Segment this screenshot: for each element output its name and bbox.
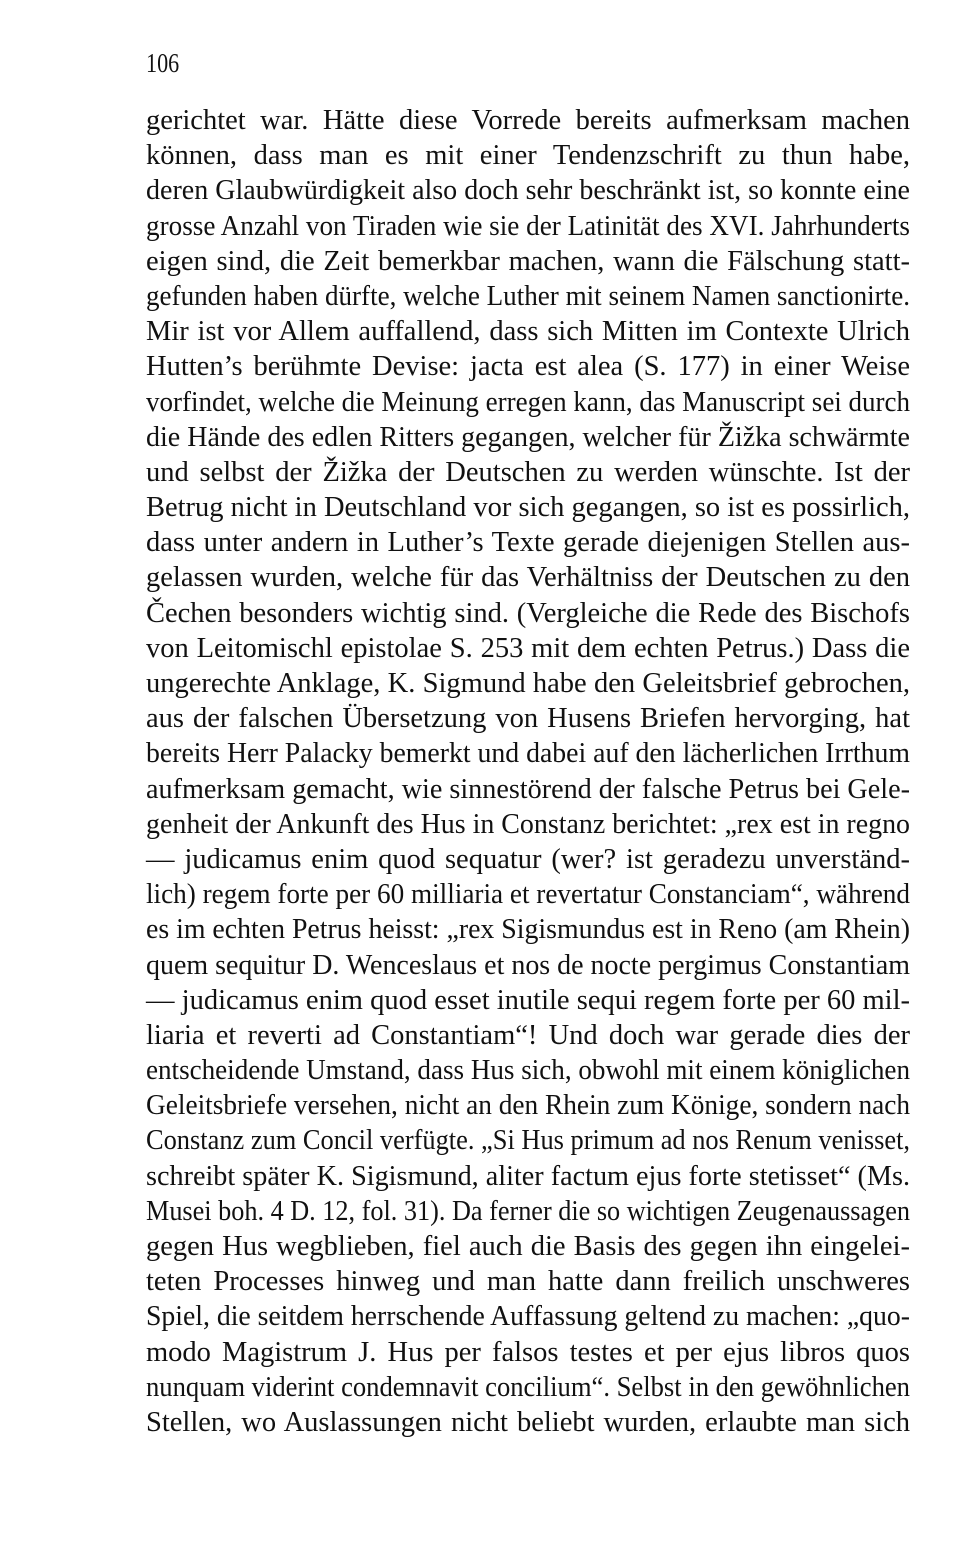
text-line: lich) regem forte per 60 milliaria et revertatur Constanciam“, während: [146, 879, 910, 911]
text-line: gelassen wurden, welche für das Verhältniss der Deutschen zu den: [146, 562, 910, 594]
text-line: quem sequitur D. Wenceslaus et nos de nocte pergimus Constantiam: [146, 949, 911, 981]
text-line: und selbst der Žižka der Deutschen zu werden wünschte. Ist der: [146, 456, 910, 488]
text-line: liaria et reverti ad Constantiam“! Und doch war gerade dies der: [146, 1019, 910, 1051]
text-line: Constanz zum Concil verfügte. „Si Hus primum ad nos Renum venisset,: [146, 1125, 911, 1157]
text-line: Musei boh. 4 D. 12, fol. 31). Da ferner die so wichtigen Zeugenaussagen: [146, 1195, 910, 1227]
text-line: können, dass man es mit einer Tendenzschrift zu thun habe,: [146, 140, 910, 172]
text-line: modo Magistrum J. Hus per falsos testes et per ejus libros quos: [146, 1336, 910, 1368]
page-number: 106: [146, 48, 180, 78]
text-line: Čechen besonders wichtig sind. (Vergleiche die Rede des Bischofs: [146, 597, 910, 629]
text-line: aufmerksam gemacht, wie sinnestörend der falsche Petrus bei Gele-: [146, 773, 910, 805]
text-line: aus der falschen Übersetzung von Husens Briefen hervorging, hat: [146, 703, 910, 735]
text-line: — judicamus enim quod esset inutile sequi regem forte per 60 mil-: [146, 984, 910, 1016]
text-line: es im echten Petrus heisst: „rex Sigismundus est in Reno (am Rhein): [146, 914, 910, 946]
text-line: ungerechte Anklage, K. Sigmund habe den Geleitsbrief gebrochen,: [146, 668, 910, 699]
text-line: gerichtet war. Hätte diese Vorrede bereits aufmerksam machen: [146, 105, 910, 136]
text-line: Stellen, wo Auslassungen nicht beliebt wurden, erlaubte man sich: [146, 1406, 910, 1438]
text-line: Betrug nicht in Deutschland vor sich gegangen, so ist es possirlich,: [146, 492, 911, 524]
text-line: teten Processes hinweg und man hatte dann freilich unschweres: [146, 1266, 910, 1298]
text-line: Spiel, die seitdem herrschende Auffassung geltend zu machen: „quo-: [146, 1301, 911, 1333]
text-line: gegen Hus wegblieben, fiel auch die Basis des gegen ihn eingelei-: [146, 1231, 910, 1262]
text-line: dass unter andern in Luther’s Texte gerade diejenigen Stellen aus-: [146, 527, 910, 559]
text-line: entscheidende Umstand, dass Hus sich, obwohl mit einem königlichen: [146, 1055, 910, 1087]
text-line: vorfindet, welche die Meinung erregen kann, das Manuscript sei durch: [146, 386, 911, 418]
text-line: — judicamus enim quod sequatur (wer? ist geradezu unverständ-: [146, 843, 910, 875]
text-line: Hutten’s berühmte Devise: jacta est alea (S. 177) in einer Weise: [146, 351, 910, 383]
text-line: die Hände des edlen Ritters gegangen, welcher für Žižka schwärmte: [146, 421, 910, 453]
text-line: bereits Herr Palacky bemerkt und dabei auf den lächerlichen Irrthum: [146, 738, 910, 770]
text-line: nunquam viderint condemnavit concilium“. Selbst in den gewöhnlichen: [146, 1371, 910, 1403]
text-line: genheit der Ankunft des Hus in Constanz berichtet: „rex est in regno: [146, 808, 911, 840]
body-text: [146, 103, 910, 1440]
text-line: grosse Anzahl von Tiraden wie sie der Latinität des XVI. Jahrhunderts: [146, 210, 910, 242]
text-line: gefunden haben dürfte, welche Luther mit seinem Namen sanctionirte.: [146, 280, 911, 312]
text-line: deren Glaubwürdigkeit also doch sehr beschränkt ist, so konnte eine: [146, 175, 911, 207]
text-line: Geleitsbriefe versehen, nicht an den Rhein zum Könige, sondern nach: [146, 1090, 911, 1122]
text-line: eigen sind, die Zeit bemerkbar machen, wann die Fälschung statt-: [146, 245, 910, 277]
text-line: Mir ist vor Allem auffallend, dass sich Mitten im Contexte Ulrich: [146, 316, 910, 348]
text-line: schreibt später K. Sigismund, aliter factum ejus forte stetisset“ (Ms.: [146, 1160, 911, 1192]
text-line: von Leitomischl epistolae S. 253 mit dem echten Petrus.) Dass die: [146, 632, 910, 664]
